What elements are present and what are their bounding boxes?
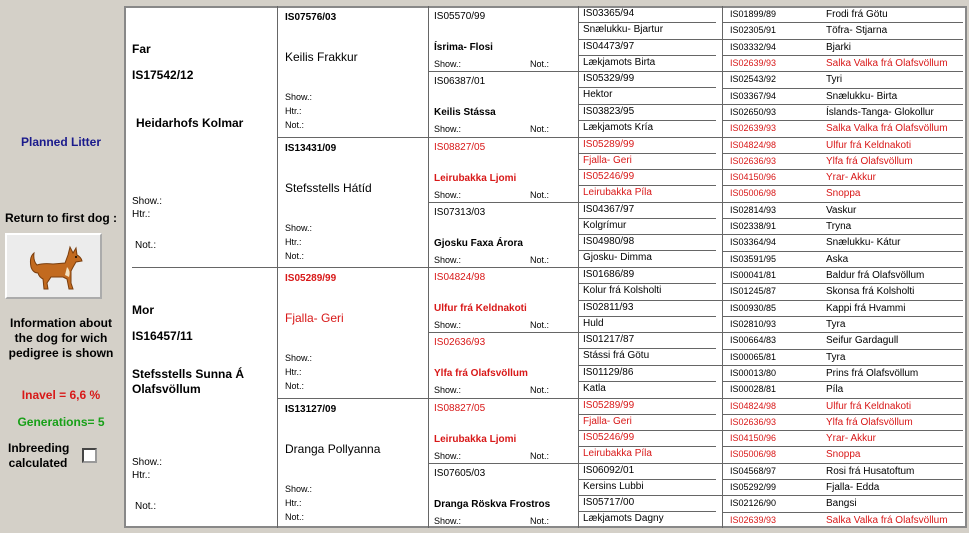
row-divider [722, 39, 963, 40]
gen3-reg-0[interactable]: IS05570/99 [434, 11, 486, 22]
row-divider [578, 398, 722, 399]
gen3-name-7[interactable]: Dranga Röskva Frostros [434, 498, 551, 510]
gen5-reg-15[interactable]: IS03591/95 [730, 253, 777, 264]
gen5-reg-4[interactable]: IS02543/92 [730, 74, 777, 85]
gen5-name-1[interactable]: Töfra- Stjarna [826, 25, 888, 37]
row-divider [722, 365, 963, 366]
gen4-reg-3[interactable]: IS03823/95 [583, 105, 635, 117]
gen2-name-0[interactable]: Keilis Frakkur [285, 50, 358, 64]
gen4-reg-9[interactable]: IS02811/93 [583, 301, 634, 313]
gen4-name-11[interactable]: Katla [583, 382, 606, 394]
gen4-name-4[interactable]: Fjalla- Geri [583, 154, 632, 166]
gen2-show-label-1: Show.: [285, 222, 313, 233]
row-divider [578, 234, 722, 235]
gen5-name-19[interactable]: Tyra [826, 318, 846, 330]
gen3-not-label-1: Not.: [530, 124, 550, 135]
gen3-show-label-7: Show.: [434, 515, 462, 526]
gen5-name-14[interactable]: Snælukku- Kátur [826, 237, 901, 249]
gen5-name-31[interactable]: Salka Valka frá Olafsvöllum [826, 514, 948, 526]
gen3-show-label-3: Show.: [434, 254, 462, 265]
gen5-name-12[interactable]: Vaskur [826, 204, 857, 216]
gen4-reg-5[interactable]: IS05246/99 [583, 171, 635, 183]
row-divider [578, 381, 716, 382]
gen4-name-14[interactable]: Kersins Lubbi [583, 480, 644, 492]
row-divider [722, 463, 963, 464]
gen5-reg-26[interactable]: IS04150/96 [730, 433, 777, 444]
row-divider [722, 104, 963, 105]
far-title: Far [132, 42, 151, 56]
gen5-name-2[interactable]: Bjarki [826, 41, 852, 53]
gen3-name-3[interactable]: Gjosku Faxa Árora [434, 237, 523, 249]
row-divider [722, 283, 963, 284]
left-panel [0, 0, 122, 533]
gen5-reg-7[interactable]: IS02639/93 [730, 123, 777, 134]
row-divider [578, 446, 716, 447]
row-divider [428, 137, 578, 138]
row-divider [722, 479, 963, 480]
gen5-name-10[interactable]: Yrar- Akkur [826, 172, 877, 184]
gen3-not-label-7: Not.: [530, 515, 550, 526]
gen2-name-1[interactable]: Stefsstells Hátíd [285, 180, 372, 195]
mor-title: Mor [132, 303, 154, 317]
gen3-name-1[interactable]: Keilis Stássa [434, 107, 496, 119]
gen3-not-label-0: Not.: [530, 59, 550, 69]
gen5-name-25[interactable]: Ylfa frá Olafsvöllum [826, 416, 913, 428]
gen4-reg-0[interactable]: IS03365/94 [583, 8, 635, 19]
gen4-name-0[interactable]: Snælukku- Bjartur [583, 24, 664, 35]
mor-show-label: Show.: [132, 457, 163, 468]
gen3-reg-2[interactable]: IS08827/05 [434, 141, 486, 153]
gen5-name-4[interactable]: Tyri [826, 74, 843, 86]
gen2-show-label-2: Show.: [285, 353, 313, 363]
gen4-name-15[interactable]: Lækjamots Dagny [583, 513, 664, 525]
gen4-reg-12[interactable]: IS05289/99 [583, 399, 635, 411]
row-divider [722, 267, 963, 268]
gen4-name-8[interactable]: Kolur frá Kolsholti [583, 285, 662, 296]
gen5-reg-1[interactable]: IS02305/91 [730, 25, 777, 36]
row-divider [428, 332, 578, 333]
gen5-name-27[interactable]: Snoppa [826, 449, 861, 461]
gen4-name-10[interactable]: Stássi frá Götu [583, 350, 650, 362]
gen4-reg-4[interactable]: IS05289/99 [583, 138, 635, 150]
gen3-name-2[interactable]: Leirubakka Ljomi [434, 172, 517, 184]
row-divider [578, 511, 716, 512]
row-divider [578, 414, 716, 415]
gen4-name-9[interactable]: Huld [583, 317, 604, 329]
gen5-name-26[interactable]: Yrar- Akkur [826, 433, 877, 445]
gen5-reg-12[interactable]: IS02814/93 [730, 204, 777, 215]
gen5-reg-25[interactable]: IS02636/93 [730, 416, 777, 427]
gen5-name-23[interactable]: Píla [826, 384, 844, 396]
gen5-name-0[interactable]: Frodi frá Götu [826, 9, 888, 20]
row-divider [722, 153, 963, 154]
row-divider [428, 398, 578, 399]
row-divider [722, 512, 963, 513]
row-divider [578, 104, 722, 105]
gen3-reg-4[interactable]: IS04824/98 [434, 272, 486, 283]
gen5-reg-9[interactable]: IS02636/93 [730, 155, 777, 166]
row-divider [722, 120, 963, 121]
row-divider [578, 120, 716, 121]
gen5-name-8[interactable]: Ulfur frá Keldnakoti [826, 139, 912, 151]
far-name[interactable]: Heidarhofs Kolmar [136, 116, 244, 130]
gen5-reg-6[interactable]: IS02650/93 [730, 106, 777, 117]
return-label: Return to first dog : [5, 211, 117, 225]
row-divider [578, 137, 722, 138]
gen5-name-18[interactable]: Kappi frá Hvammi [826, 302, 906, 314]
row-divider [578, 479, 716, 480]
gen5-reg-3[interactable]: IS02639/93 [730, 57, 777, 68]
row-divider [578, 153, 716, 154]
gen2-not-label-1: Not.: [285, 250, 305, 261]
row-divider [578, 202, 722, 203]
row-divider [722, 169, 963, 170]
gen2-show-label-3: Show.: [285, 483, 313, 494]
far-not-label: Not.: [135, 240, 157, 251]
gen2-htr-label-3: Htr.: [285, 497, 302, 508]
row-divider [722, 381, 963, 382]
row-divider [722, 495, 963, 496]
gen4-name-1[interactable]: Lækjamots Birta [583, 56, 656, 68]
gen4-reg-14[interactable]: IS06092/01 [583, 464, 635, 476]
gen5-reg-10[interactable]: IS04150/96 [730, 172, 777, 183]
gen5-reg-16[interactable]: IS00041/81 [730, 270, 777, 280]
far-htr-label: Htr.: [132, 209, 151, 220]
gen5-reg-8[interactable]: IS04824/98 [730, 139, 777, 150]
row-divider [722, 137, 963, 138]
row-divider [132, 267, 277, 268]
gen3-show-label-0: Show.: [434, 59, 462, 69]
gen3-reg-7[interactable]: IS07605/03 [434, 467, 486, 479]
inbreeding-calculated-label: Inbreeding calculated [8, 441, 70, 470]
gen5-reg-22[interactable]: IS00013/80 [730, 367, 777, 378]
row-divider [722, 414, 963, 415]
gen5-name-7[interactable]: Salka Valka frá Olafsvöllum [826, 123, 948, 135]
row-divider [578, 495, 722, 496]
gen5-reg-24[interactable]: IS04824/98 [730, 400, 777, 411]
gen5-name-11[interactable]: Snoppa [826, 188, 861, 200]
row-divider [578, 218, 716, 219]
row-divider [722, 202, 963, 203]
gen4-name-3[interactable]: Lækjamots Kría [583, 121, 654, 133]
gen4-reg-7[interactable]: IS04980/98 [583, 236, 635, 248]
gen3-reg-3[interactable]: IS07313/03 [434, 206, 486, 218]
row-divider [277, 398, 428, 399]
gen5-name-28[interactable]: Rosi frá Husatoftum [826, 465, 915, 477]
row-divider [722, 316, 963, 317]
gen4-name-7[interactable]: Gjosku- Dimma [583, 252, 652, 264]
gen5-reg-11[interactable]: IS05006/98 [730, 188, 777, 199]
gen5-reg-5[interactable]: IS03367/94 [730, 90, 777, 101]
gen5-reg-30[interactable]: IS02126/90 [730, 498, 777, 509]
gen4-name-12[interactable]: Fjalla- Geri [583, 415, 632, 427]
gen5-name-20[interactable]: Seifur Gardagull [826, 335, 899, 347]
gen5-name-21[interactable]: Tyra [826, 351, 846, 363]
gen5-name-16[interactable]: Baldur frá Olafsvöllum [826, 270, 925, 281]
inbreeding-coefficient: Inavel = 6,6 % [21, 388, 101, 402]
row-divider [722, 349, 963, 350]
gen2-not-label-3: Not.: [285, 511, 305, 522]
row-divider [578, 39, 722, 40]
row-divider [722, 398, 963, 399]
gen3-show-label-1: Show.: [434, 124, 462, 135]
gen5-reg-2[interactable]: IS03332/94 [730, 41, 777, 52]
row-divider [578, 332, 722, 333]
gen5-name-6[interactable]: Íslands-Tanga- Glokollur [826, 106, 934, 118]
row-divider [428, 267, 578, 268]
mor-reg[interactable]: IS16457/11 [132, 329, 193, 343]
row-divider [428, 463, 578, 464]
gen4-reg-10[interactable]: IS01217/87 [583, 334, 635, 346]
gen5-reg-14[interactable]: IS03364/94 [730, 237, 777, 248]
row-divider [722, 218, 963, 219]
gen2-reg-3[interactable]: IS13127/09 [285, 403, 337, 415]
row-divider [428, 71, 578, 72]
gen5-name-5[interactable]: Snælukku- Birta [826, 90, 898, 102]
row-divider [578, 250, 716, 251]
gen4-reg-6[interactable]: IS04367/97 [583, 203, 635, 215]
row-divider [578, 283, 716, 284]
gen3-name-6[interactable]: Leirubakka Ljomi [434, 433, 517, 445]
gen5-name-17[interactable]: Skonsa frá Kolsholti [826, 286, 915, 298]
gen5-reg-17[interactable]: IS01245/87 [730, 286, 777, 297]
gen3-show-label-2: Show.: [434, 189, 462, 200]
gen2-name-3[interactable]: Dranga Pollyanna [285, 441, 381, 456]
far-reg[interactable]: IS17542/12 [132, 68, 194, 82]
far-show-label: Show.: [132, 196, 163, 207]
gen4-name-5[interactable]: Leirubakka Píla [583, 187, 652, 199]
gen2-show-label-0: Show.: [285, 92, 313, 102]
row-divider [722, 234, 963, 235]
gen5-name-3[interactable]: Salka Valka frá Olafsvöllum [826, 57, 948, 69]
row-divider [722, 332, 963, 333]
gen3-show-label-4: Show.: [434, 320, 462, 330]
gen5-reg-19[interactable]: IS02810/93 [730, 318, 777, 329]
gen3-not-label-6: Not.: [530, 450, 550, 461]
gen3-name-4[interactable]: Ulfur frá Keldnakoti [434, 303, 527, 314]
gen2-htr-label-0: Htr.: [285, 106, 302, 116]
gen4-name-13[interactable]: Leirubakka Píla [583, 448, 652, 460]
gen3-not-label-5: Not.: [530, 385, 550, 396]
gen3-name-0[interactable]: Ísrima- Flosi [434, 42, 493, 53]
row-divider [578, 169, 722, 170]
gen4-reg-2[interactable]: IS05329/99 [583, 73, 635, 85]
row-divider [722, 55, 963, 56]
mor-htr-label: Htr.: [132, 470, 151, 481]
gen2-name-2[interactable]: Fjalla- Geri [285, 311, 344, 325]
gen5-name-24[interactable]: Ulfur frá Keldnakoti [826, 400, 912, 412]
row-divider [578, 365, 722, 366]
info-text: Information about the dog for wich pedigree is shown [8, 316, 114, 360]
row-divider [428, 202, 578, 203]
inbreeding-calculated-checkbox[interactable] [82, 448, 97, 463]
gen5-name-9[interactable]: Ylfa frá Olafsvöllum [826, 155, 913, 167]
gen5-name-30[interactable]: Bangsi [826, 498, 857, 510]
row-divider [722, 300, 963, 301]
row-divider [578, 22, 716, 23]
row-divider [578, 316, 716, 317]
row-divider [722, 446, 963, 447]
row-divider [578, 71, 722, 72]
gen4-name-2[interactable]: Hektor [583, 89, 613, 101]
row-divider [578, 267, 722, 268]
row-divider [578, 87, 716, 88]
gen3-name-5[interactable]: Ylfa frá Olafsvöllum [434, 368, 528, 380]
gen3-show-label-5: Show.: [434, 385, 462, 396]
gen3-not-label-4: Not.: [530, 320, 550, 330]
gen5-reg-18[interactable]: IS00930/85 [730, 302, 777, 313]
gen2-not-label-0: Not.: [285, 120, 305, 130]
row-divider [277, 137, 428, 138]
gen2-reg-1[interactable]: IS13431/09 [285, 142, 337, 154]
row-divider [722, 22, 963, 23]
gen5-reg-29[interactable]: IS05292/99 [730, 482, 777, 493]
gen4-reg-13[interactable]: IS05246/99 [583, 432, 635, 444]
gen5-reg-31[interactable]: IS02639/93 [730, 514, 777, 525]
gen3-reg-1[interactable]: IS06387/01 [434, 76, 486, 88]
gen5-reg-20[interactable]: IS00664/83 [730, 335, 777, 346]
gen4-reg-1[interactable]: IS04473/97 [583, 40, 635, 52]
gen4-reg-15[interactable]: IS05717/00 [583, 497, 635, 509]
gen3-reg-5[interactable]: IS02636/93 [434, 337, 486, 349]
gen3-not-label-2: Not.: [530, 189, 550, 200]
return-to-first-dog-button[interactable] [5, 233, 102, 299]
planned-litter-link[interactable]: Planned Litter [20, 135, 101, 149]
gen5-reg-23[interactable]: IS00028/81 [730, 384, 777, 395]
gen3-not-label-3: Not.: [530, 254, 550, 265]
generations-count: Generations= 5 [17, 415, 105, 429]
gen3-show-label-6: Show.: [434, 450, 462, 461]
gen4-reg-8[interactable]: IS01686/89 [583, 269, 635, 280]
dog-icon [21, 237, 87, 295]
gen5-name-29[interactable]: Fjalla- Edda [826, 482, 880, 494]
gen5-reg-0[interactable]: IS01899/89 [730, 9, 777, 19]
gen2-htr-label-1: Htr.: [285, 236, 302, 247]
gen5-reg-13[interactable]: IS02338/91 [730, 221, 777, 232]
mor-not-label: Not.: [135, 501, 157, 512]
row-divider [578, 55, 716, 56]
row-divider [722, 88, 963, 89]
gen4-name-6[interactable]: Kolgrímur [583, 219, 627, 231]
row-divider [722, 430, 963, 431]
gen5-reg-28[interactable]: IS04568/97 [730, 465, 777, 476]
gen5-name-15[interactable]: Aska [826, 253, 849, 265]
gen5-reg-27[interactable]: IS05006/98 [730, 449, 777, 460]
gen5-name-13[interactable]: Tryna [826, 221, 852, 233]
row-divider [722, 251, 963, 252]
gen5-reg-21[interactable]: IS00065/81 [730, 351, 777, 362]
mor-name[interactable]: Stefsstells Sunna Á Olafsvöllum [132, 367, 245, 396]
row-divider [578, 185, 716, 186]
gen2-reg-0[interactable]: IS07576/03 [285, 12, 337, 23]
gen3-reg-6[interactable]: IS08827/05 [434, 402, 486, 414]
gen2-htr-label-2: Htr.: [285, 367, 302, 377]
row-divider [578, 430, 722, 431]
row-divider [722, 71, 963, 72]
gen5-name-22[interactable]: Prins frá Olafsvöllum [826, 367, 919, 379]
row-divider [578, 348, 716, 349]
row-divider [277, 267, 428, 268]
gen2-reg-2[interactable]: IS05289/99 [285, 273, 337, 284]
row-divider [578, 463, 722, 464]
row-divider [722, 185, 963, 186]
gen4-reg-11[interactable]: IS01129/86 [583, 366, 634, 378]
gen2-not-label-2: Not.: [285, 381, 305, 391]
row-divider [578, 300, 722, 301]
